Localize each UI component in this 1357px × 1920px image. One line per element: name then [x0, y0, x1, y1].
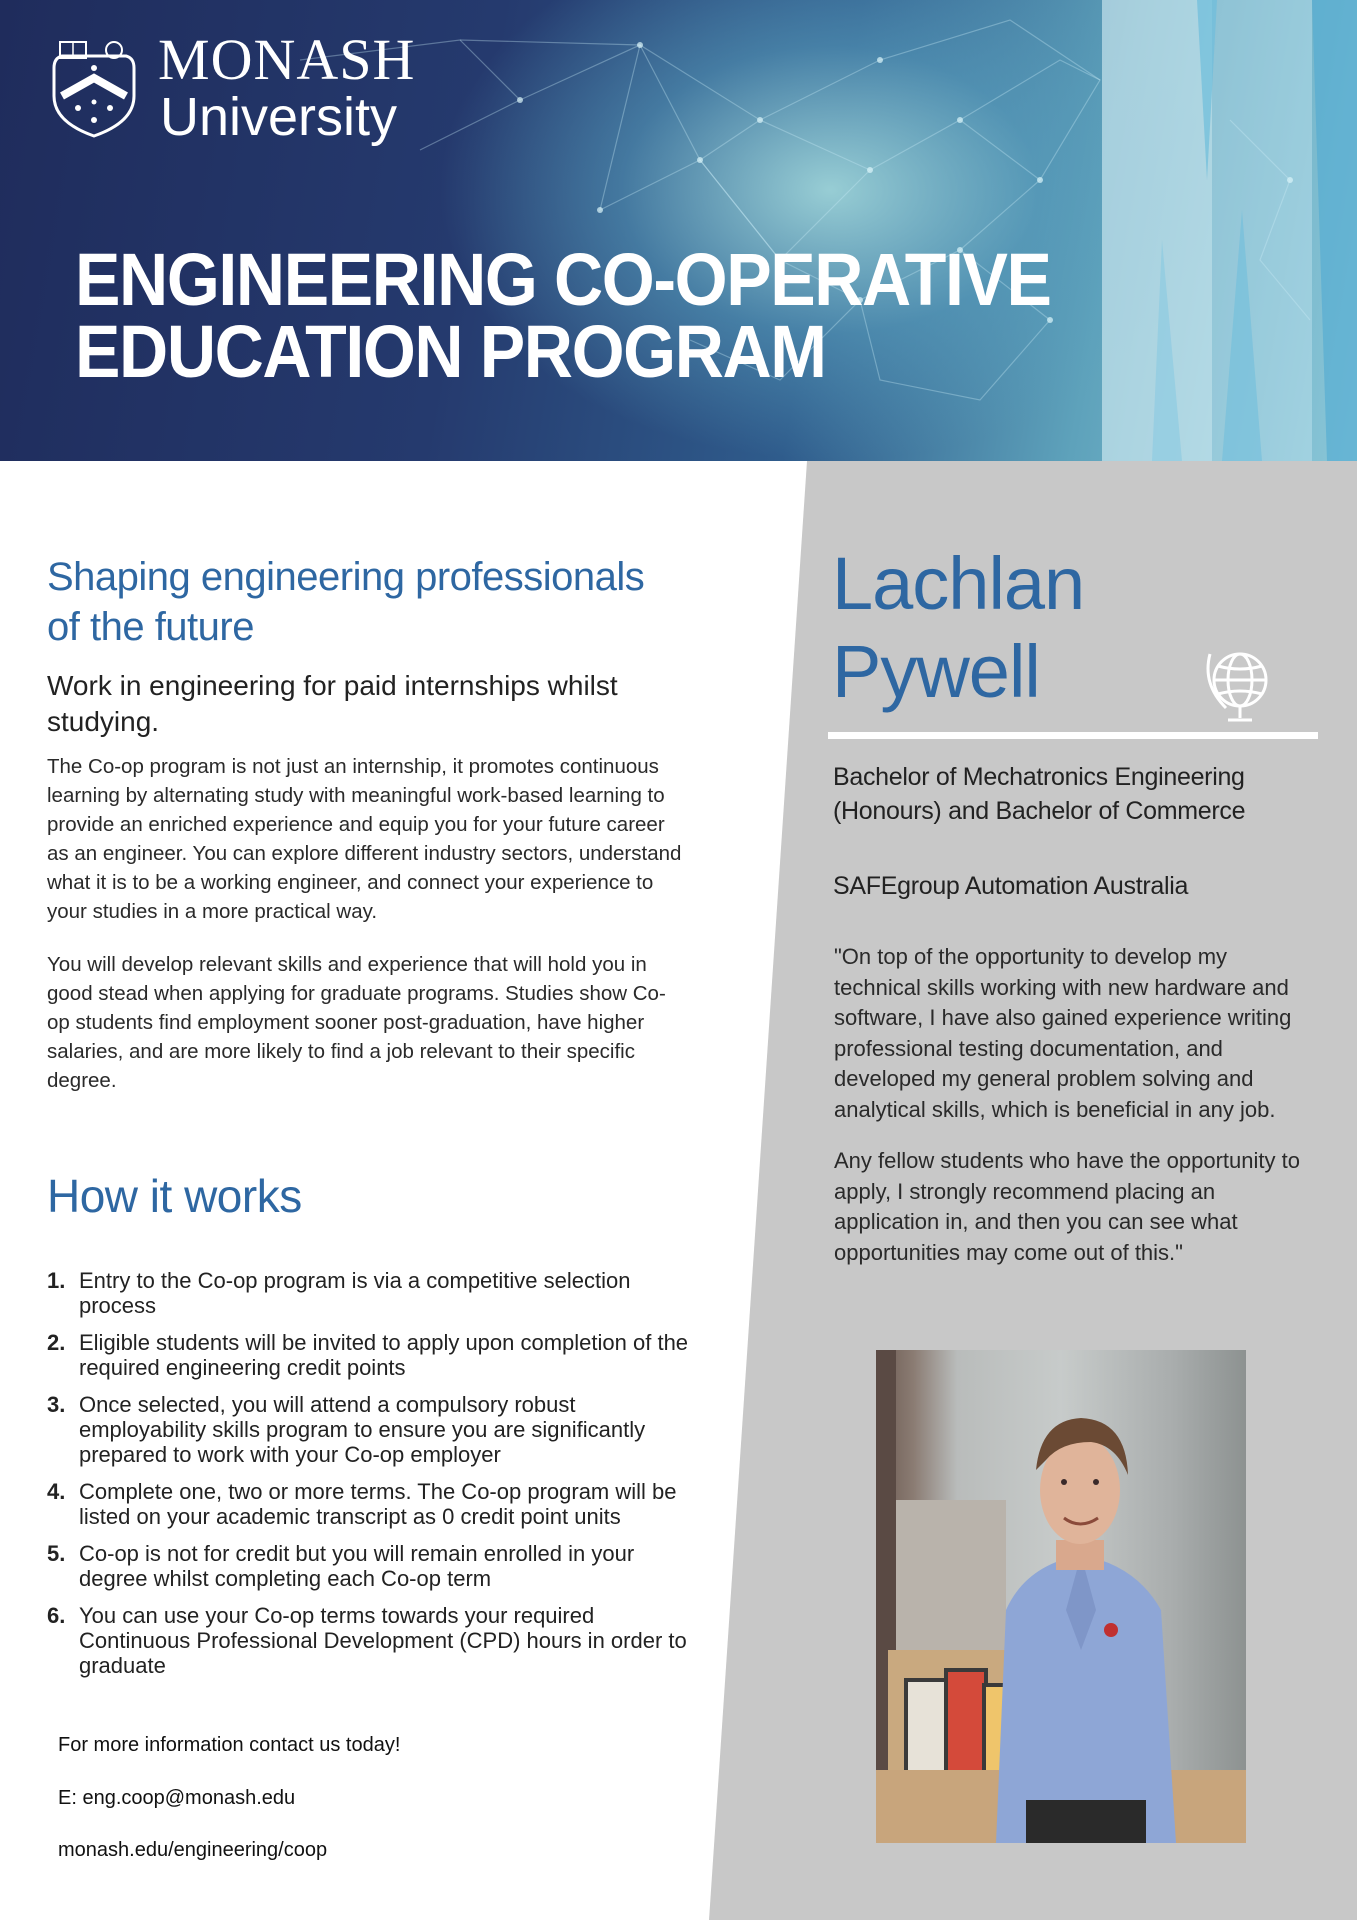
step-number: 4.	[47, 1479, 66, 1504]
student-last-name: Pywell	[832, 630, 1040, 713]
list-item	[47, 1479, 697, 1529]
step-text: Entry to the Co-op program is via a competitive selection process	[79, 1268, 631, 1318]
logo-wordmark: MONASH	[158, 27, 416, 92]
step-text: Eligible students will be invited to apply upon completion of the required engineering credit points	[79, 1330, 689, 1380]
page-title-line2: EDUCATION PROGRAM	[75, 310, 826, 393]
page-title-line1: ENGINEERING CO-OPERATIVE	[75, 238, 1051, 321]
step-number: 1.	[47, 1268, 66, 1293]
page-title	[75, 238, 1051, 393]
step-text: Complete one, two or more terms. The Co-op program will be listed on your academic transcript as 0 credit point units	[79, 1479, 677, 1529]
step-number: 2.	[47, 1330, 66, 1355]
intro-heading	[47, 552, 687, 652]
header-banner	[0, 0, 1357, 461]
logo-subtitle: University	[160, 87, 398, 147]
intro-heading-line1: Shaping engineering professionals	[47, 555, 645, 599]
decorative-m-shape	[1102, 0, 1357, 461]
intro-lead: Work in engineering for paid internships whilst studying.	[47, 670, 618, 737]
contact-email[interactable]: E: eng.coop@monash.edu	[58, 1787, 296, 1809]
intro-paragraph-2: You will develop relevant skills and experience that will hold you in good stead when applying for graduate programs. Studies show Co-op students find employment sooner post-graduation, have higher salaries, and are more likely to find a job relevant to their specific degree.	[47, 953, 666, 1092]
name-divider	[828, 732, 1318, 739]
step-text: Once selected, you will attend a compulsory robust employability skills program to ensure you are significantly prepared to work with your Co-op employer	[79, 1392, 646, 1467]
step-number: 3.	[47, 1392, 66, 1417]
how-it-works-heading: How it works	[47, 1170, 302, 1222]
monash-crest-icon	[48, 38, 140, 138]
step-text: You can use your Co-op terms towards your required Continuous Professional Development (CPD) hours in order to graduate	[79, 1603, 687, 1678]
step-number: 5.	[47, 1541, 66, 1566]
steps-list	[47, 1268, 697, 1690]
intro-heading-line2: of the future	[47, 605, 254, 649]
globe-icon	[1200, 644, 1280, 724]
contact-cta: For more information contact us today!	[58, 1734, 401, 1756]
list-item	[47, 1541, 697, 1591]
student-first-name: Lachlan	[832, 542, 1085, 625]
list-item	[47, 1392, 697, 1467]
list-item	[47, 1603, 697, 1678]
list-item	[47, 1330, 697, 1380]
testimonial-quote-1: "On top of the opportunity to develop my technical skills working with new hardware and software, I have also gained experience writing professional testing documentation, and developed my general problem solving and analytical skills, which is beneficial in any job.	[834, 944, 1292, 1122]
testimonial-quote-2: Any fellow students who have the opportunity to apply, I strongly recommend placing an application in, and then you can see what opportunities may come out of this."	[834, 1148, 1300, 1265]
student-name	[832, 540, 1084, 716]
student-portrait-photo	[876, 1350, 1246, 1843]
step-text: Co-op is not for credit but you will remain enrolled in your degree whilst completing each Co-op term	[79, 1541, 635, 1591]
student-company: SAFEgroup Automation Australia	[833, 872, 1189, 900]
step-number: 6.	[47, 1603, 66, 1628]
intro-paragraph-1: The Co-op program is not just an internship, it promotes continuous learning by alternating study with meaningful work-based learning to provide an enriched experience and equip you for your future career as an engineer. You can explore different industry sectors, understand what it is to be a working engineer, and connect your experience to your studies in a more practical way.	[47, 755, 682, 923]
list-item	[47, 1268, 697, 1318]
student-degree: Bachelor of Mechatronics Engineering (Honours) and Bachelor of Commerce	[833, 763, 1246, 825]
contact-url[interactable]: monash.edu/engineering/coop	[58, 1839, 328, 1861]
